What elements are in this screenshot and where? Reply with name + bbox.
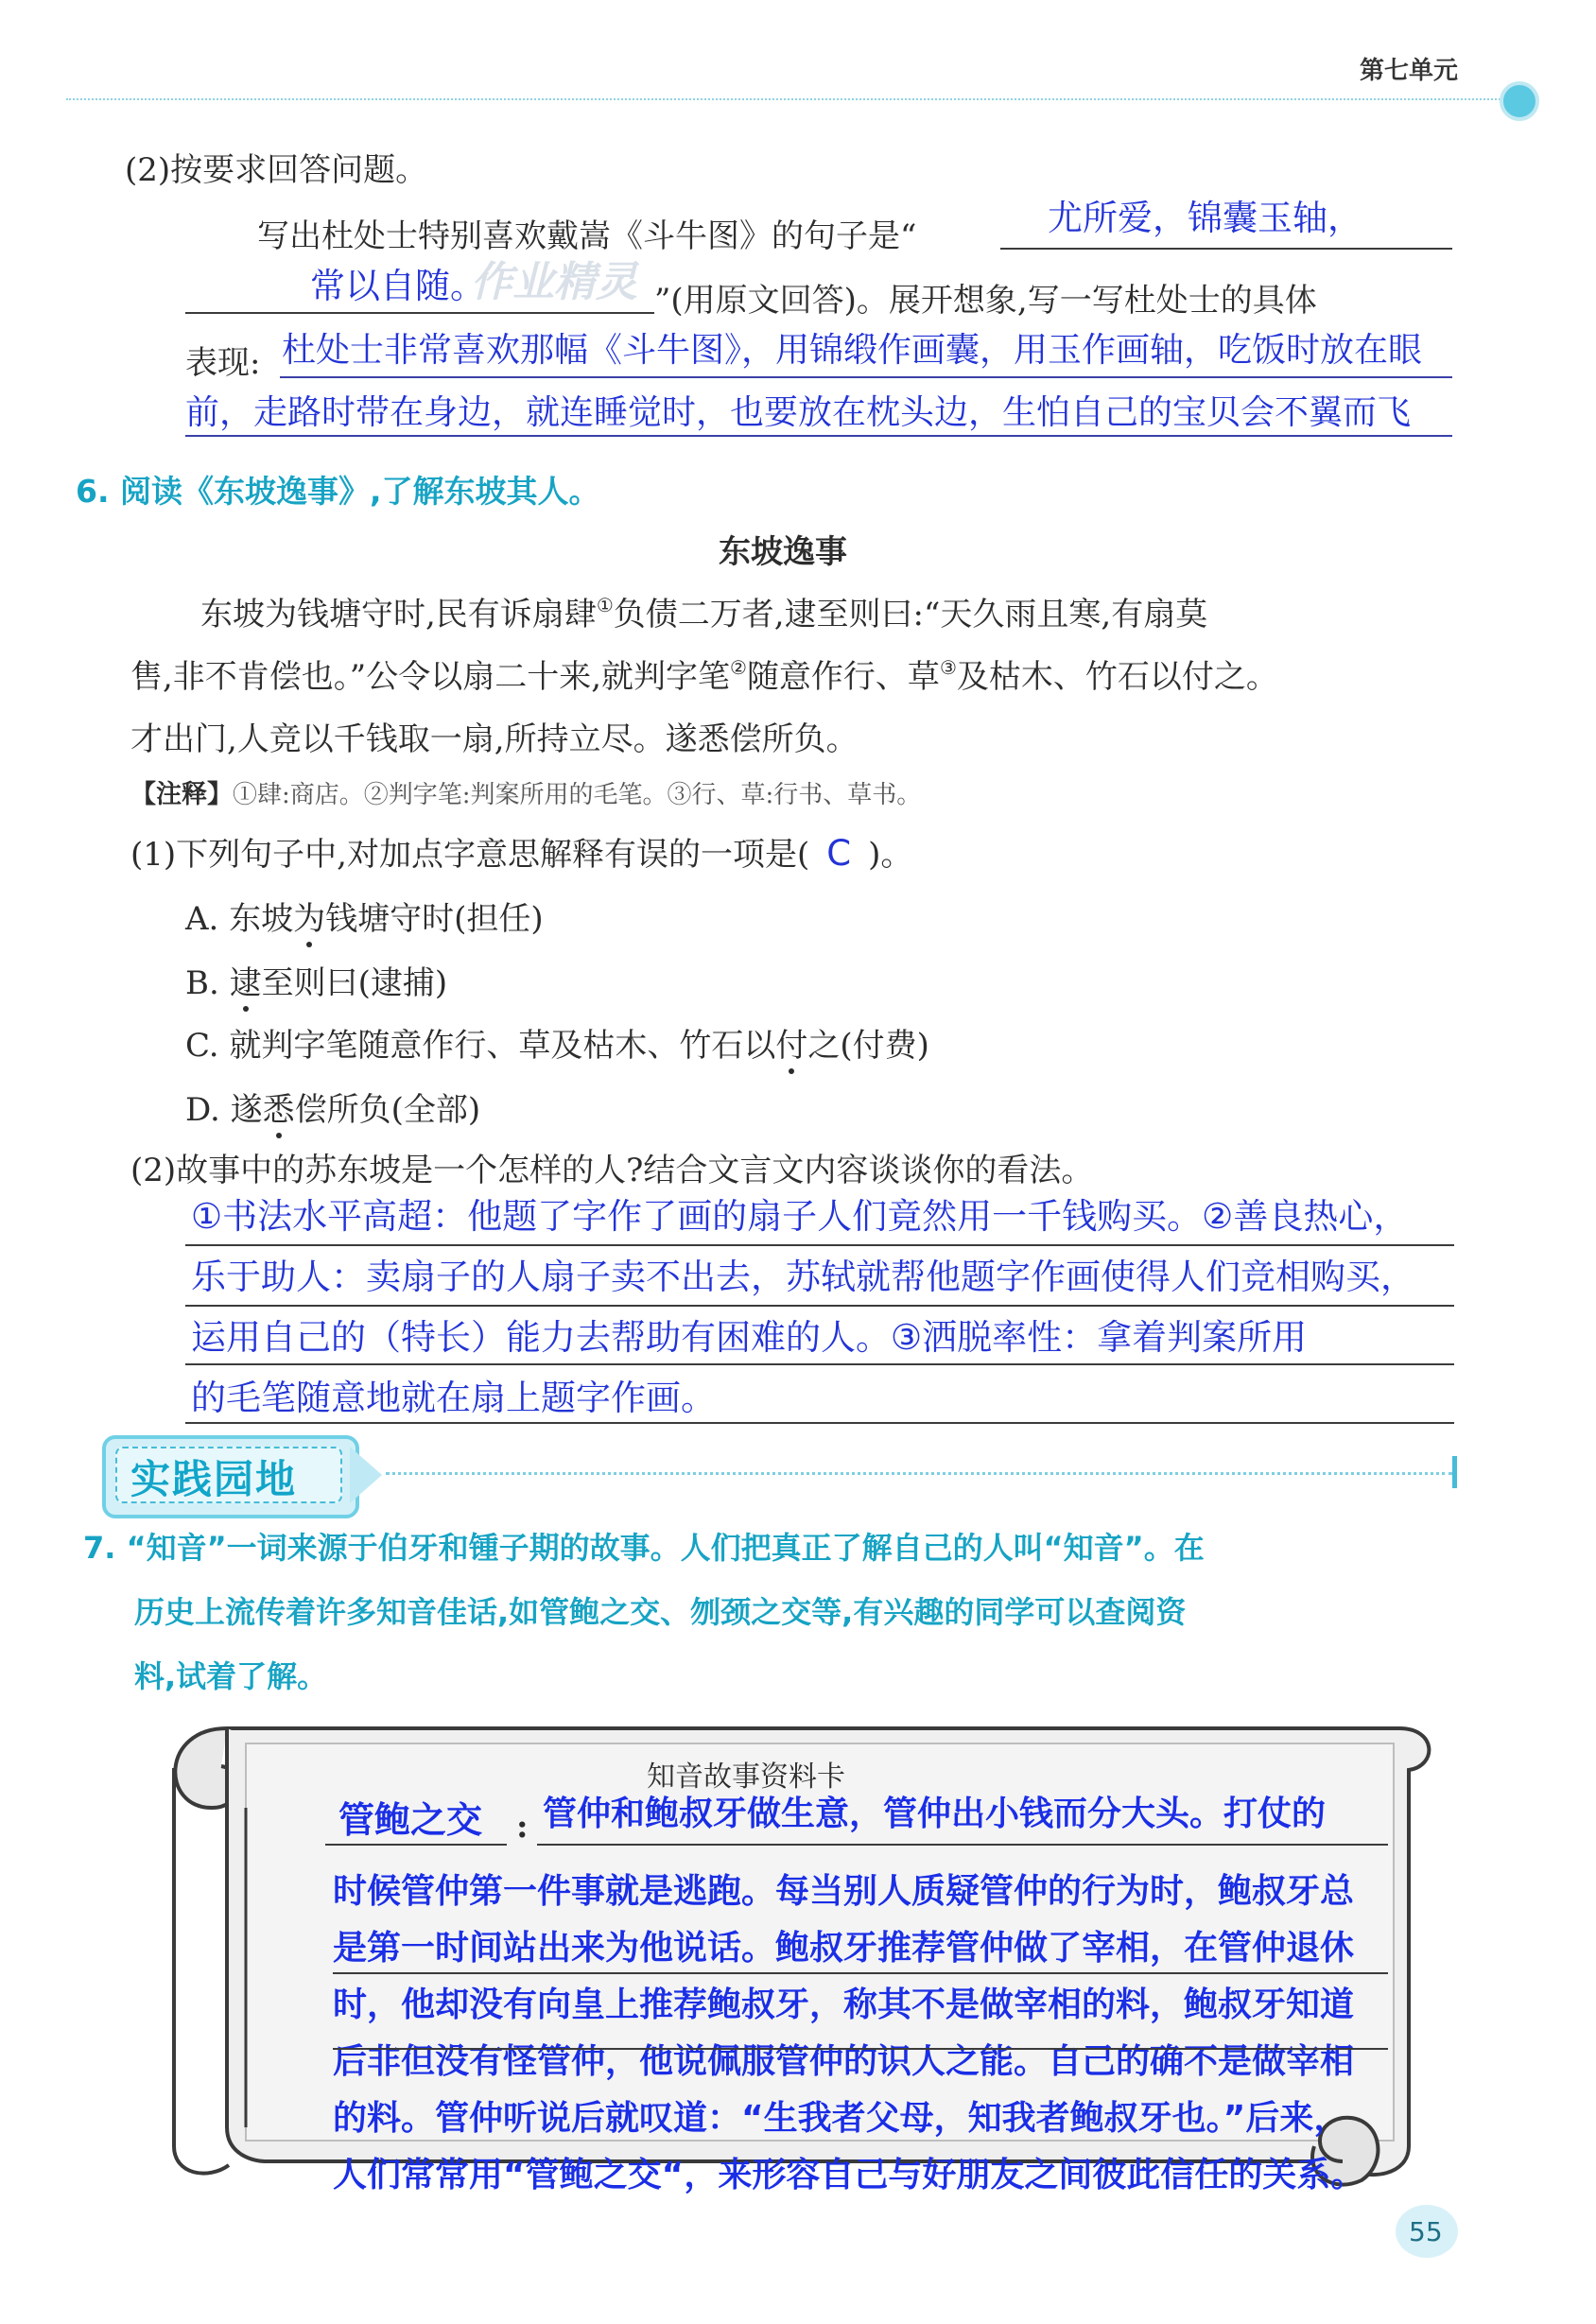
option-b	[185, 957, 447, 1003]
q5-prompt-mid: ”(用原文回答)。展开想象,写一写杜处士的具体	[654, 282, 1317, 320]
passage-text: 负债二万者,逮至则曰:“天久雨且寒,有扇莫	[613, 596, 1208, 633]
page-number: 55	[1409, 2216, 1443, 2247]
watermark: 作业精灵	[471, 258, 637, 306]
passage-line-1	[200, 588, 1207, 634]
answer-underline	[280, 376, 1452, 378]
banner-end-mark	[1452, 1456, 1457, 1488]
answer-underline	[185, 1363, 1454, 1365]
q6-title: 6. 阅读《东坡逸事》,了解东坡其人。	[76, 473, 600, 510]
passage-text: 及枯木、竹石以付之。	[956, 658, 1278, 696]
card-label-underline	[325, 1844, 507, 1846]
banner-arrow	[350, 1447, 382, 1503]
notes	[130, 773, 921, 810]
answer-underline	[185, 1305, 1454, 1307]
answer-underline	[185, 1422, 1454, 1424]
q6-part1-answer: C	[826, 833, 852, 874]
note-ref-2: ②	[730, 656, 747, 679]
q7-line-1: 7. “知音”一词来源于伯牙和锺子期的故事。人们把真正了解自己的人叫“知音”。在	[83, 1530, 1205, 1566]
q6-part1-close: )。	[868, 836, 913, 874]
q5-answer-b2: 前，走路时带在身边，就连睡觉时，也要放在枕头边，生怕自己的宝贝会不翼而飞	[185, 393, 1412, 432]
card-answer-line: 时候管仲第一件事就是逃跑。每当别人质疑管仲的行为时，鲍叔牙总	[333, 1872, 1355, 1911]
card-answer-line: 是第一时间站出来为他说话。鲍叔牙推荐管仲做了宰相，在管仲退休	[333, 1929, 1355, 1968]
option-text: 偿所负(全部)	[294, 1091, 481, 1129]
option-c	[185, 1019, 929, 1066]
answer-underline	[185, 1244, 1454, 1246]
passage-line-3: 才出门,人竞以千钱取一扇,所持立尽。遂悉偿所负。	[130, 720, 859, 758]
card-answer-line: 管仲和鲍叔牙做生意，管仲出小钱而分大头。打仗的	[543, 1795, 1327, 1833]
section-banner	[102, 1435, 359, 1518]
dotted-char: 为	[293, 900, 326, 938]
dotted-char: 付	[775, 1027, 808, 1065]
q5-answer-a2: 常以自随。	[310, 266, 485, 306]
option-text: C. 就判字笔随意作行、草及枯木、竹石以	[185, 1027, 776, 1065]
banner-label: 实践园地	[130, 1456, 298, 1502]
card-answer-line: 后非但没有怪管仲，他说佩服管仲的识人之能。自己的确不是做宰相	[333, 2042, 1355, 2081]
card-title: 知音故事资料卡	[647, 1760, 845, 1794]
header-dotted-line	[66, 98, 1508, 100]
q5-answer-b1: 杜处士非常喜欢那幅《斗牛图》，用锦缎作画囊，用玉作画轴，吃饭时放在眼	[282, 331, 1423, 370]
story-title: 东坡逸事	[719, 533, 847, 571]
answer-underline	[185, 435, 1452, 437]
option-text: 钱塘守时(担任)	[325, 900, 544, 938]
note-ref-1: ①	[596, 594, 614, 616]
banner-dotted-line	[386, 1472, 1452, 1475]
note-ref-3: ③	[939, 656, 957, 679]
passage-text: 东坡为钱塘守时,民有诉扇肆	[200, 596, 597, 633]
card-answer-line: 时，他却没有向皇上推荐鲍叔牙，称其不是做宰相的料，鲍叔牙知道	[333, 1986, 1355, 2024]
unit-title: 第七单元	[1360, 57, 1459, 85]
q5-part2-label: (2)按要求回答问题。	[125, 151, 428, 189]
dotted-char: 逮	[229, 964, 262, 1002]
card-answer-line: 人们常常用“管鲍之交“，来形容自己与好朋友之间彼此信任的关系。	[333, 2156, 1365, 2194]
q6-part2-answer-line: ①书法水平高超：他题了字作了画的扇子人们竟然用一千钱购买。②善良热心，	[191, 1196, 1409, 1237]
q7-line-3: 料,试着了解。	[134, 1658, 328, 1694]
q6-part1	[130, 828, 912, 875]
q6-part1-prompt: (1)下列句子中,对加点字意思解释有误的一项是(	[130, 836, 810, 874]
q6-part2-answer-line: 的毛笔随意地就在扇上题字作画。	[191, 1378, 716, 1418]
option-text: 之(付费)	[807, 1027, 929, 1065]
option-text: 至则曰(逮捕)	[261, 964, 448, 1002]
option-text: B.	[185, 964, 230, 1002]
q5-prompt-line1: 写出杜处士特别喜欢戴嵩《斗牛图》的句子是“	[257, 217, 917, 255]
card-underline	[333, 1972, 1388, 1974]
passage-text: 随意作行、草	[746, 658, 940, 696]
option-a	[185, 893, 544, 939]
q6-part2-answer-line: 乐于助人：卖扇子的人扇子卖不出去，苏轼就帮他题字作画使得人们竞相购买，	[191, 1257, 1415, 1297]
q6-part2-prompt: (2)故事中的苏东坡是一个怎样的人?结合文言文内容谈谈你的看法。	[130, 1152, 1094, 1189]
card-underline	[537, 1844, 1388, 1846]
q6-part2-answer-line: 运用自己的（特长）能力去帮助有困难的人。③洒脱率性：拿着判案所用	[191, 1317, 1308, 1358]
notes-label: 【注释】	[130, 780, 233, 809]
passage-text: 售,非不肯偿也。”公令以扇二十来,就判字笔	[130, 658, 730, 696]
card-underline	[333, 2048, 1388, 2050]
dotted-char: 悉	[262, 1091, 295, 1129]
notes-text: ①肆:商店。②判字笔:判案所用的毛笔。③行、草:行书、草书。	[233, 781, 922, 809]
q5-prompt-label: 表现:	[185, 344, 261, 382]
q5-answer-a1: 尤所爱，锦囊玉轴，	[1048, 198, 1362, 238]
card-blank-label: 管鲍之交	[338, 1799, 483, 1841]
option-d	[185, 1084, 480, 1130]
passage-line-2	[130, 650, 1278, 697]
answer-underline	[1000, 248, 1452, 250]
card-answer-line: 的料。管仲听说后就叹道：“生我者父母，知我者鲍叔牙也。”后来，	[333, 2099, 1348, 2138]
option-text: A. 东坡	[185, 900, 294, 938]
q7-line-2: 历史上流传着许多知音佳话,如管鲍之交、刎颈之交等,有兴趣的同学可以查阅资	[134, 1594, 1187, 1630]
header-circle-icon	[1500, 81, 1539, 121]
card-colon: :	[516, 1808, 529, 1846]
option-text: D. 遂	[185, 1091, 263, 1129]
answer-underline	[185, 312, 654, 314]
